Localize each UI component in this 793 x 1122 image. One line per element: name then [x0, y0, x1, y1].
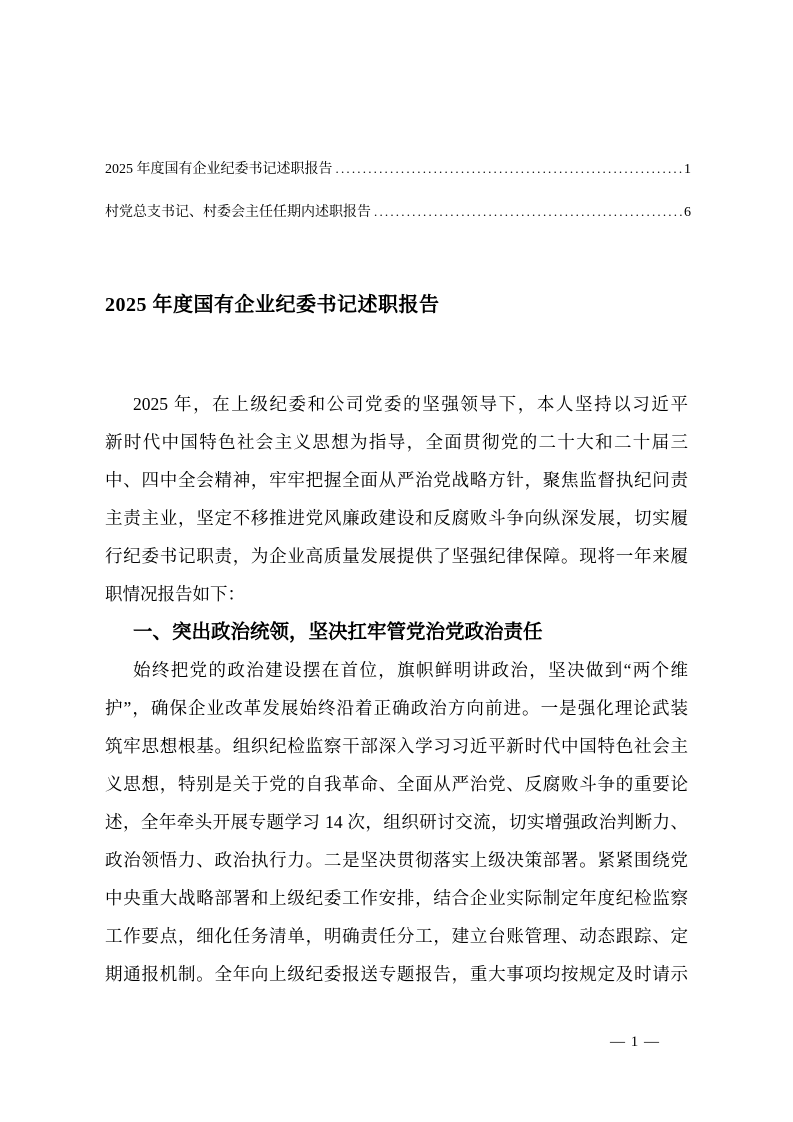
document-title: 2025 年度国有企业纪委书记述职报告 [105, 294, 440, 316]
text-line: 政治领悟力、政治执行力。二是坚决贯彻落实上级决策部署。紧紧围绕党 [105, 850, 688, 870]
text-line: 述，全年牵头开展专题学习 14 次，组织研讨交流，切实增强政治判断力、 [105, 812, 688, 832]
toc-entry-title: 村党总支书记、村委会主任任期内述职报告 [105, 205, 371, 220]
text-line: 主责主业，坚定不移推进党风廉政建设和反腐败斗争向纵深发展，切实履 [105, 508, 688, 528]
text-line: 期通报机制。全年向上级纪委报送专题报告，重大事项均按规定及时请示 [105, 964, 688, 984]
text-line: 护”，确保企业改革发展始终沿着正确政治方向前进。一是强化理论武装 [105, 698, 688, 718]
toc-entry-title: 2025 年度国有企业纪委书记述职报告 [105, 162, 333, 177]
text-line: 行纪委书记职责，为企业高质量发展提供了坚强纪律保障。现将一年来履 [105, 546, 688, 566]
toc-entry-page: 1 [684, 162, 691, 177]
text-line: 义思想，特别是关于党的自我革命、全面从严治党、反腐败斗争的重要论 [105, 774, 688, 794]
text-line: 2025 年，在上级纪委和公司党委的坚强领导下，本人坚持以习近平 [133, 394, 688, 414]
text-line: 新时代中国特色社会主义思想为指导，全面贯彻党的二十大和二十届三 [105, 432, 688, 452]
text-line: 中央重大战略部署和上级纪委工作安排，结合企业实际制定年度纪检监察 [105, 888, 688, 908]
toc-leader-dots [374, 201, 682, 223]
toc-entry [105, 201, 691, 224]
text-line: 筑牢思想根基。组织纪检监察干部深入学习习近平新时代中国特色社会主 [105, 736, 688, 756]
toc-leader-dots [336, 158, 683, 180]
toc-entry [105, 158, 691, 181]
document-body [105, 385, 688, 993]
text-line: 中、四中全会精神，牢牢把握全面从严治党战略方针，聚焦监督执纪问责 [105, 470, 688, 490]
page-number: — 1 — [610, 1034, 660, 1050]
text-line: 始终把党的政治建设摆在首位，旗帜鲜明讲政治，坚决做到“两个维 [133, 660, 688, 680]
text-line: 职情况报告如下： [105, 584, 245, 604]
toc-entry-page: 6 [684, 205, 691, 220]
text-line: 工作要点，细化任务清单，明确责任分工，建立台账管理、动态跟踪、定 [105, 926, 688, 946]
section-heading: 一、突出政治统领，坚决扛牢管党治党政治责任 [133, 621, 543, 643]
